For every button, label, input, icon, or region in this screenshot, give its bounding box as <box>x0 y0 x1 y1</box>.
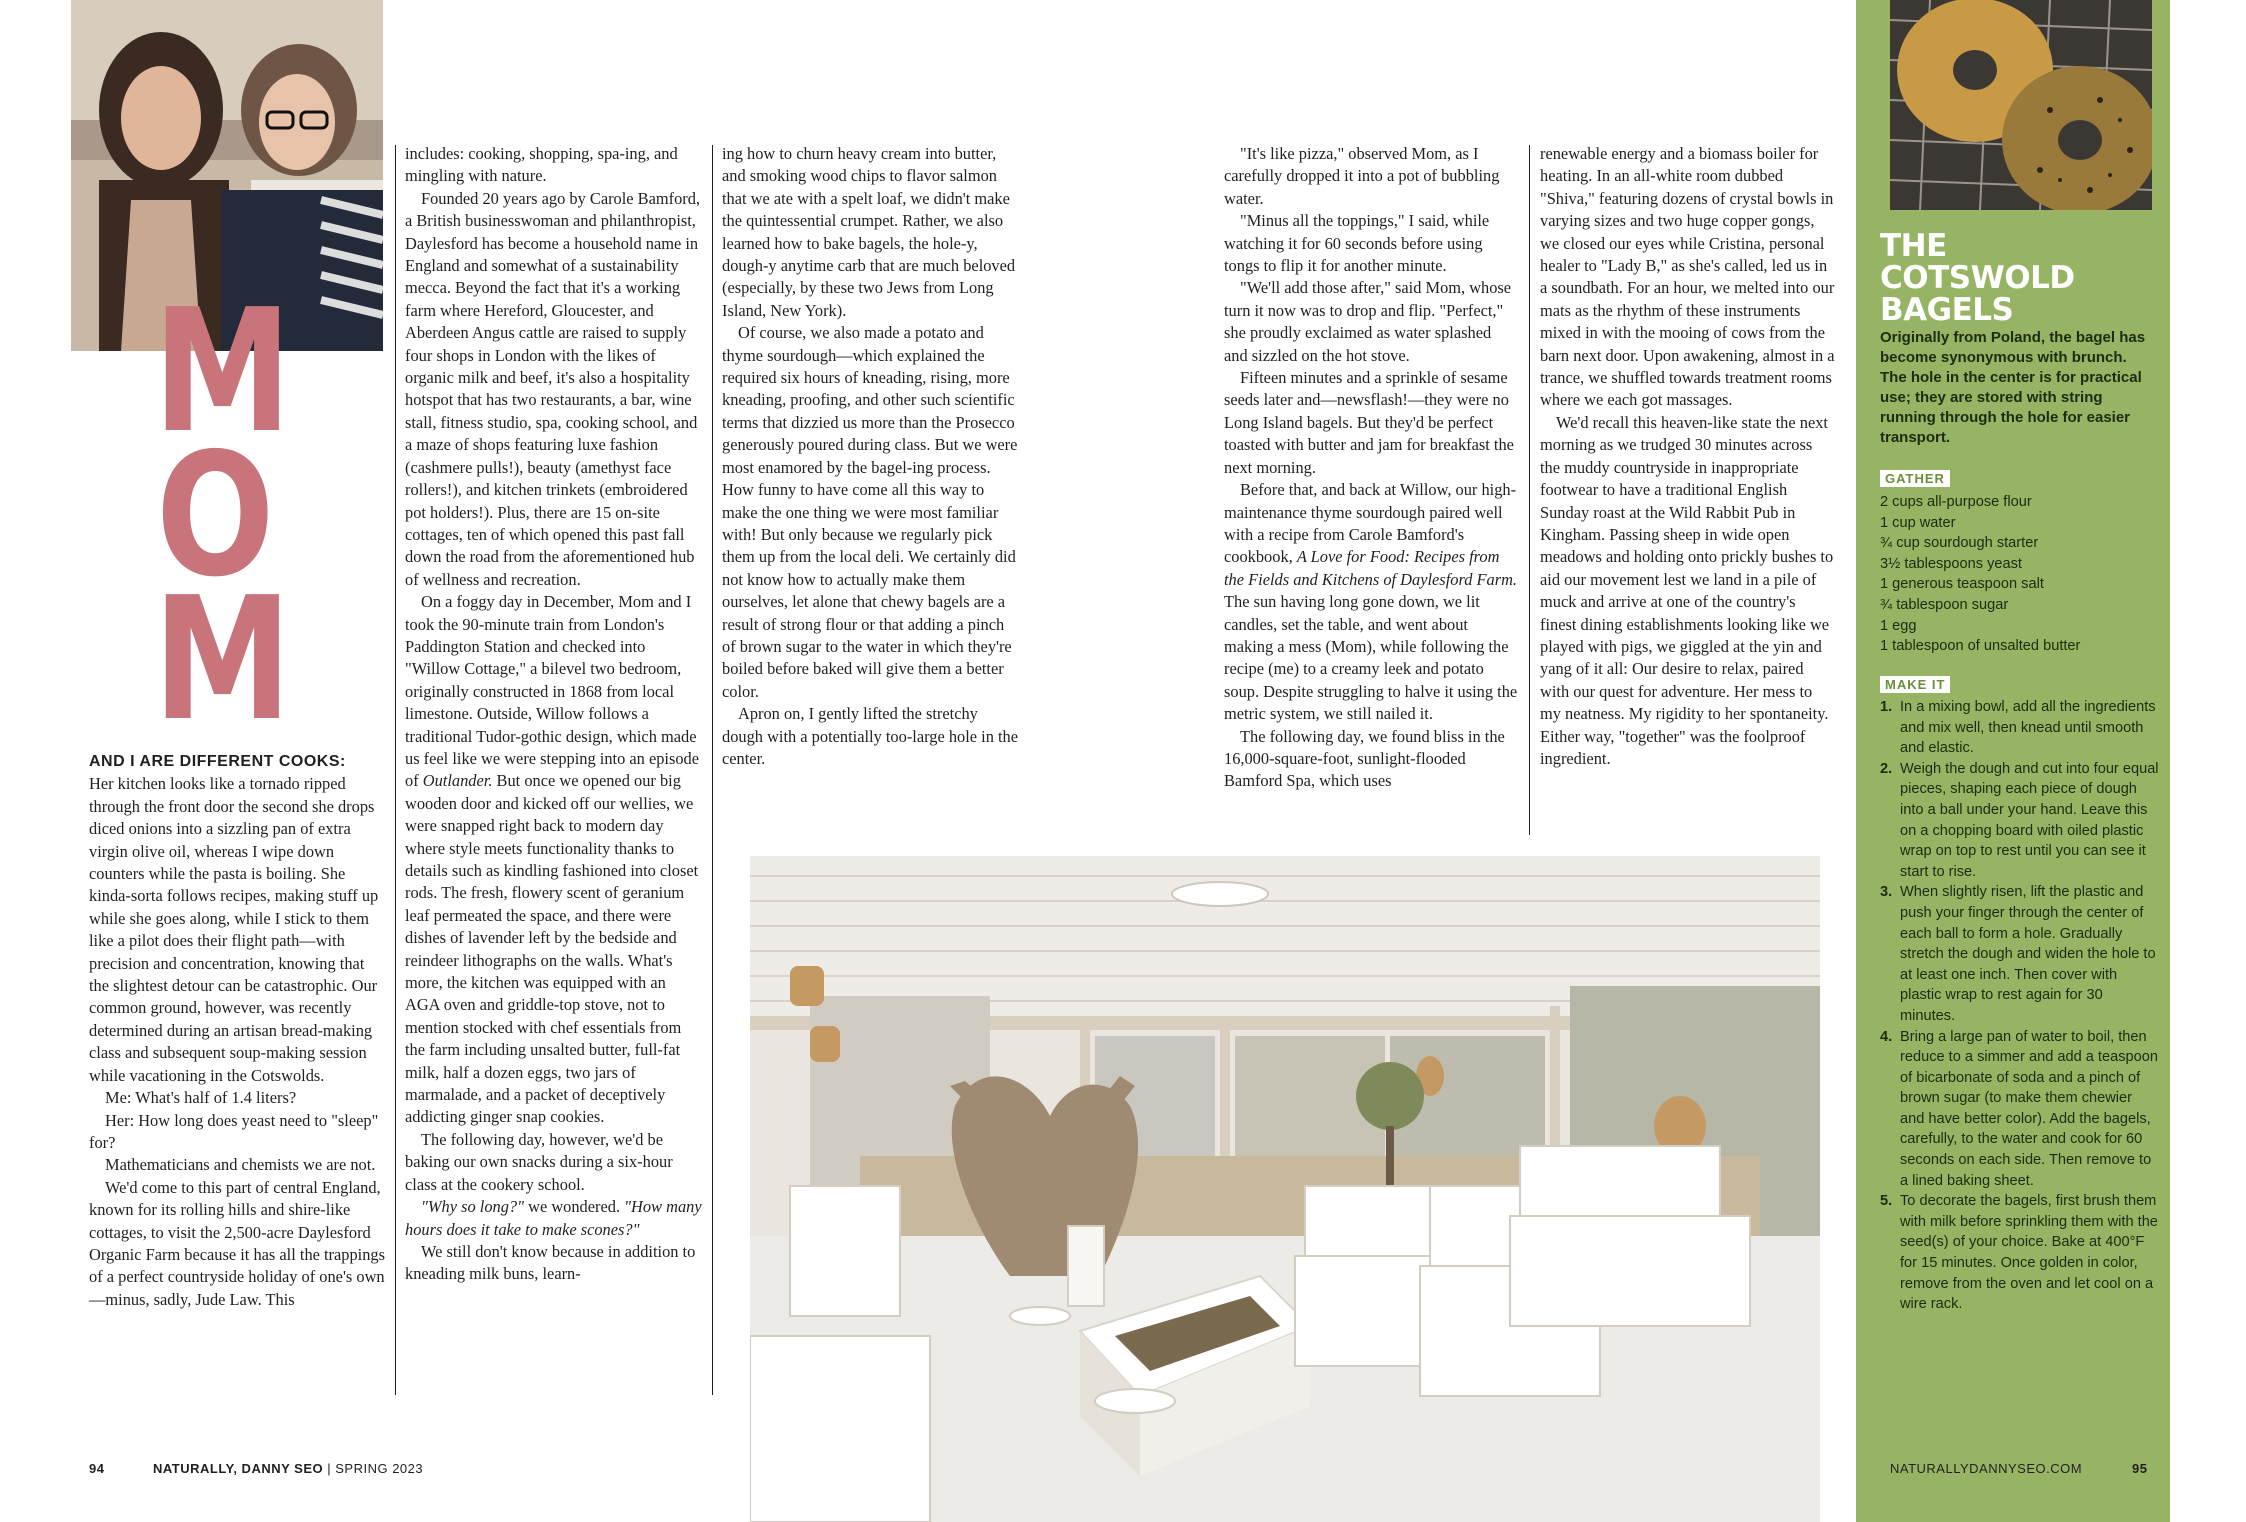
publication-name <box>153 1461 423 1476</box>
paragraph: Her: How long does yeast need to "sleep" for? <box>89 1110 379 1152</box>
paragraph: Her kitchen looks like a tornado ripped through the front door the second she drops diced onions into a sizzling pan of extra virgin olive oil, whereas I wipe down counters while the pasta is boiling. She kinda-sorta follows recipes, making stuff up while she goes along, while I stick to them like a pilot does their flight path—with precision and concentration, knowing that the slightest detour can be catastrophic. Our common ground, however, was recently determined during an artisan bread-making class and subsequent soup-making session while vacationing in the Cotswolds. <box>89 774 379 1085</box>
step-text: Bring a large pan of water to boil, then reduce to a simmer and add a teaspoon of bicarbonate of soda and a pinch of brown sugar (to make them chewier and have better color). Add the bagels, carefully, to the water and cook for 60 seconds on each side. Then remove to a lined baking sheet. <box>1900 1028 2158 1189</box>
recipe-intro: Originally from Poland, the bagel has become synonymous with brunch. The hole in the center is for practical use; they are stored with string running through the hole for easier transport. <box>1880 329 2146 446</box>
ingredient-item: 3½ tablespoons yeast <box>1880 555 2022 572</box>
step-item <box>1880 882 2160 1026</box>
bagels-illustration <box>1890 0 2152 210</box>
step-text: When slightly risen, lift the plastic and push your finger through the center of each ball to form a hole. Gradually stretch the dough and widen the hole to at least one inch. Then cover with plastic wrap to rest again for 30 minutes. <box>1900 884 2156 1024</box>
show-title: Outlander. <box>422 771 493 791</box>
ingredient-item: 1 egg <box>1880 617 1917 634</box>
article-column-1 <box>89 750 385 1311</box>
step-number: 1. <box>1880 699 1893 715</box>
step-number: 4. <box>1880 1028 1893 1045</box>
paragraph: "Minus all the toppings," I said, while watching it for 60 seconds before using tongs to flip it for another minute. <box>1224 211 1490 276</box>
paragraph: "We'll add those after," said Mom, whose turn it now was to drop and flip. "Perfect," she proudly exclaimed as water splashed and sizzled on the hot stove. <box>1224 278 1512 365</box>
ingredient-item: 1 cup water <box>1880 514 1956 531</box>
step-number: 2. <box>1880 760 1893 777</box>
column-rule <box>395 145 396 1395</box>
step-text: In a mixing bowl, add all the ingredients and mix well, then knead until smooth and elastic. <box>1900 699 2156 757</box>
step-text: Weigh the dough and cut into four equal pieces, shaping each piece of dough into a ball under your hand. Leave this on a chopping board with oiled plastic wrap on top to rest until you can see it start to rise. <box>1900 760 2159 880</box>
paragraph <box>405 1196 703 1241</box>
steps-list <box>1880 697 2160 1315</box>
paragraph-text: On a foggy day in December, Mom and I took the 90-minute train from London's Paddington Station and checked into "Willow Cottage," a bilevel two bedroom, originally constructed in 1868 from local limestone. Outside, Willow follows a traditional Tudor-gothic design, which made us feel like we were stepping into an episode of <box>405 592 700 791</box>
step-item <box>1880 759 2160 883</box>
quote-italic: "How many hours does it take to make scones?" <box>405 1197 702 1239</box>
paragraph: Fifteen minutes and a sprinkle of sesame seeds later and—newsflash!—they were no Long Island bagels. But they'd be perfect toasted with butter and jam for breakfast the next morning. <box>1224 368 1514 477</box>
step-text: To decorate the bagels, first brush them with milk before sprinkling them with the seed(s) of your choice. Bake at 400°F for 15 minutes. Once golden in color, remove from the oven and let cool on a wire rack. <box>1900 1193 2158 1313</box>
make-it-label: MAKE IT <box>1880 676 1950 693</box>
step-item <box>1880 1027 2160 1192</box>
page-number-right: 95 <box>2132 1461 2148 1476</box>
paragraph: ing how to churn heavy cream into butter, and smoking wood chips to flavor salmon that we ate with a spelt loaf, we didn't make the quintessential crumpet. Rather, we also learned how to bake bagels, the hole-y, dough-y anytime carb that are much beloved (especially, by these two Jews from Long Island, New York). <box>722 144 1016 320</box>
paragraph-text: we wondered. <box>528 1197 621 1217</box>
article-column-3 <box>722 143 1020 770</box>
ingredient-item: ¾ cup sourdough starter <box>1880 535 2039 552</box>
spa-illustration <box>750 856 1820 1522</box>
paragraph: Founded 20 years ago by Carole Bamford, a British businesswoman and philanthropist, Daylesford has become a household name in England and somewhat of a sustainability mecca. Beyond the fact that it's a working farm where Hereford, Gloucester, and Aberdeen Angus cattle are raised to supply four shops in London with the likes of organic milk and beef, it's also a hospitality hotspot that has two restaurants, a bar, wine stall, fitness studio, spa, cooking school, and a maze of shops featuring luxe fashion (cashmere pulls!), beauty (amethyst face rollers!), and kitchen trinkets (embroidered pot holders!). Plus, there are 15 on-site cottages, ten of which opened this past fall down the road from the aforementioned hub of wellness and recreation. <box>405 188 701 589</box>
lead-in: AND I ARE DIFFERENT COOKS: <box>89 753 346 770</box>
page-number-left: 94 <box>89 1461 105 1476</box>
ingredient-list <box>1880 492 2160 657</box>
article-column-2 <box>405 143 703 1286</box>
paragraph: Mathematicians and chemists we are not. <box>105 1155 376 1175</box>
article-column-5 <box>1540 143 1836 770</box>
step-number: 3. <box>1880 884 1893 901</box>
column-rule <box>712 145 713 1395</box>
step-item <box>1880 697 2160 759</box>
recipe-sidebar <box>1856 0 2170 1522</box>
issue-date: | SPRING 2023 <box>327 1461 424 1476</box>
publication-title: NATURALLY, DANNY SEO <box>153 1461 324 1476</box>
column-rule <box>1529 145 1530 835</box>
recipe-title <box>1880 230 2140 326</box>
paragraph: The following day, we found bliss in the 16,000-square-foot, sunlight-flooded Bamford Spa, which uses <box>1224 726 1505 791</box>
mom-letter-m2: M <box>153 561 292 759</box>
paragraph <box>1224 479 1518 725</box>
paragraph: renewable energy and a biomass boiler for heating. In an all-white room dubbed "Shiva," featuring dozens of crystal bowls in varying sizes and two huge copper gongs, we closed our eyes while Cristina, personal healer to "Lady B," as she's called, led us in a soundbath. For an hour, we melted into our mats as the rhythm of these instruments mixed in with the mooing of cows from the barn next door. Upon awakening, almost in a trance, we shuffled towards treatment rooms where we each got massages. <box>1540 144 1835 410</box>
ingredient-item: 1 tablespoon of unsalted butter <box>1880 638 2081 655</box>
article-column-4 <box>1224 143 1518 793</box>
step-number: 5. <box>1880 1193 1893 1210</box>
step-item <box>1880 1191 2160 1315</box>
paragraph: We'd recall this heaven-like state the next morning as we trudged 30 minutes across the muddy countryside in inappropriate footwear to have a traditional English Sunday roast at the Wild Rabbit Pub in Kingham. Passing sheep in wide open meadows and holding onto prickly bushes to aid our movement lest we land in a pile of muck and arrive at one of the country's finest dining establishments looking like we played with pigs, we giggled at the yin and yang of it all: Our desire to relax, paired with our quest for adventure. Her mess to my neatness. My rigidity to her spontaneity. Either way, "together" was the foolproof ingredient. <box>1540 412 1834 768</box>
paragraph <box>405 591 703 1129</box>
recipe-title-text: THE COTSWOLD BAGELS <box>1880 228 2075 328</box>
mom-letter-m1: M <box>153 273 292 471</box>
paragraph: We still don't know because in addition to kneading milk buns, learn- <box>405 1241 696 1284</box>
ingredient-item: ¾ tablespoon sugar <box>1880 596 2009 613</box>
paragraph: includes: cooking, shopping, spa-ing, and mingling with nature. <box>405 144 678 186</box>
quote-italic: "Why so long?" <box>421 1197 524 1217</box>
website-url: NATURALLYDANNYSEO.COM <box>1890 1461 2083 1476</box>
paragraph: Apron on, I gently lifted the stretchy dough with a potentially too-large hole in the center. <box>722 704 1019 768</box>
ingredient-item: 1 generous teaspoon salt <box>1880 576 2044 593</box>
paragraph: We'd come to this part of central England, known for its rolling hills and shire-like cottages, to visit the 2,500-acre Daylesford Organic Farm because it has all the trappings of a perfect countryside holiday of one's own—minus, sadly, Jude Law. This <box>89 1177 386 1309</box>
gather-label: GATHER <box>1880 470 1950 487</box>
paragraph-text: The sun having long gone down, we lit candles, set the table, and went about making a mess (Mom), while following the recipe (me) to a creamy leek and potato soup. Despite struggling to halve it using the metric system, we still nailed it. <box>1224 592 1518 724</box>
paragraph-text: But once we opened our big wooden door and kicked off our wellies, we were snapped right back to modern day where style meets functionality thanks to details such as kindling fashioned into closet rods. The fresh, flowery scent of geranium leaf permeated the space, and there were dishes of lavender left by the bedside and reindeer lithographs on the walls. What's more, the kitchen was equipped with an AGA oven and griddle-top stove, not to mention stocked with chef essentials from the farm including unsalted butter, full-fat milk, half a dozen eggs, two jars of marmalade, and a packet of deceptively addicting ginger snap cookies. <box>405 771 699 1127</box>
book-title: A Love for Food: Recipes from the Fields and Kitchens of Daylesford Farm. <box>1224 547 1518 589</box>
ingredient-item: 2 cups all-purpose flour <box>1880 494 2032 510</box>
paragraph: "It's like pizza," observed Mom, as I carefully dropped it into a pot of bubbling water. <box>1224 144 1500 208</box>
spa-room-photo <box>750 856 1820 1522</box>
mom-letter-o: O <box>156 417 275 615</box>
bagels-photo <box>1890 0 2152 210</box>
paragraph: Me: What's half of 1.4 liters? <box>105 1088 297 1108</box>
paragraph-text: Before that, and back at Willow, our high-maintenance thyme sourdough paired well with a recipe from Carole Bamford's cookbook, <box>1224 480 1517 567</box>
paragraph: The following day, however, we'd be baking our own snacks during a six-hour class at the cookery school. <box>405 1129 673 1194</box>
paragraph: Of course, we also made a potato and thyme sourdough—which explained the required six hours of kneading, rising, more kneading, proofing, and other such scientific terms that dizzied us more than the Prosecco generously poured during class. But we were most enamored by the bagel-ing process. How funny to have come all this way to make the one thing we were most familiar with! But only because we regularly pick them up from the local deli. We certainly did not know how to actually make them ourselves, let alone that chewy bagels are a result of strong flour or that adding a pinch of brown sugar to the water in which they're boiled before baked will give them a better color. <box>722 323 1018 701</box>
